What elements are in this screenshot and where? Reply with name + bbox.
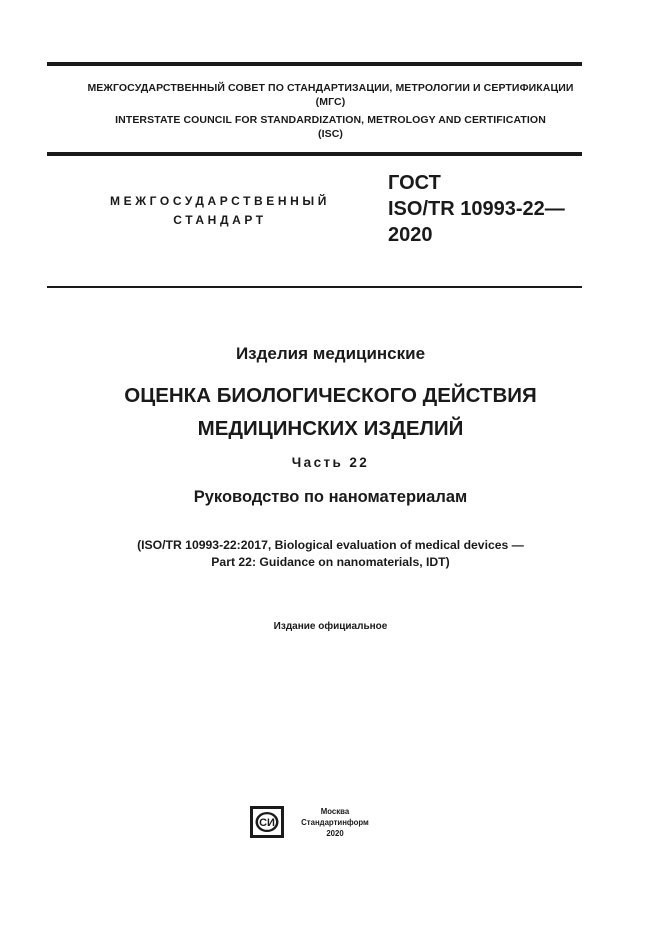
- main-title-line1: ОЦЕНКА БИОЛОГИЧЕСКОГО ДЕЙСТВИЯ: [124, 384, 537, 407]
- standard-type-line2: СТАНДАРТ: [173, 213, 267, 227]
- gost-label: ГОСТ: [388, 172, 441, 194]
- designation-bottom-rule: [47, 286, 582, 288]
- publisher-city: Москва: [320, 807, 350, 816]
- iso-reference-line1: (ISO/TR 10993-22:2017, Biological evaluation of medical devices —: [137, 538, 524, 552]
- header-bottom-rule: [47, 152, 582, 156]
- publisher-year: 2020: [326, 829, 344, 838]
- standartinform-logo-icon: [250, 806, 284, 838]
- council-en-line1: INTERSTATE COUNCIL FOR STANDARDIZATION, METROLOGY AND CERTIFICATION: [115, 114, 546, 126]
- council-ru-line2: (МГС): [315, 96, 346, 108]
- gost-year: 2020: [388, 224, 433, 246]
- product-group-title: Изделия медицинские: [235, 344, 426, 363]
- top-rule: [47, 62, 582, 66]
- official-edition-label: Издание официальное: [273, 621, 388, 632]
- logo-text: СИ: [259, 817, 275, 829]
- part-number: Часть 22: [291, 455, 370, 470]
- council-ru-line1: МЕЖГОСУДАРСТВЕННЫЙ СОВЕТ ПО СТАНДАРТИЗАЦИИ, МЕТРОЛОГИИ И СЕРТИФИКАЦИИ: [87, 82, 574, 94]
- gost-number: ISO/TR 10993-22—: [388, 198, 565, 220]
- publisher-name: Стандартинформ: [301, 818, 369, 827]
- main-title-line2: МЕДИЦИНСКИХ ИЗДЕЛИЙ: [197, 417, 464, 440]
- council-en-line2: (ISC): [318, 128, 343, 140]
- document-subtitle: Руководство по наноматериалам: [193, 488, 468, 506]
- standard-type-line1: МЕЖГОСУДАРСТВЕННЫЙ: [110, 194, 330, 208]
- iso-reference-line2: Part 22: Guidance on nanomaterials, IDT): [211, 555, 450, 569]
